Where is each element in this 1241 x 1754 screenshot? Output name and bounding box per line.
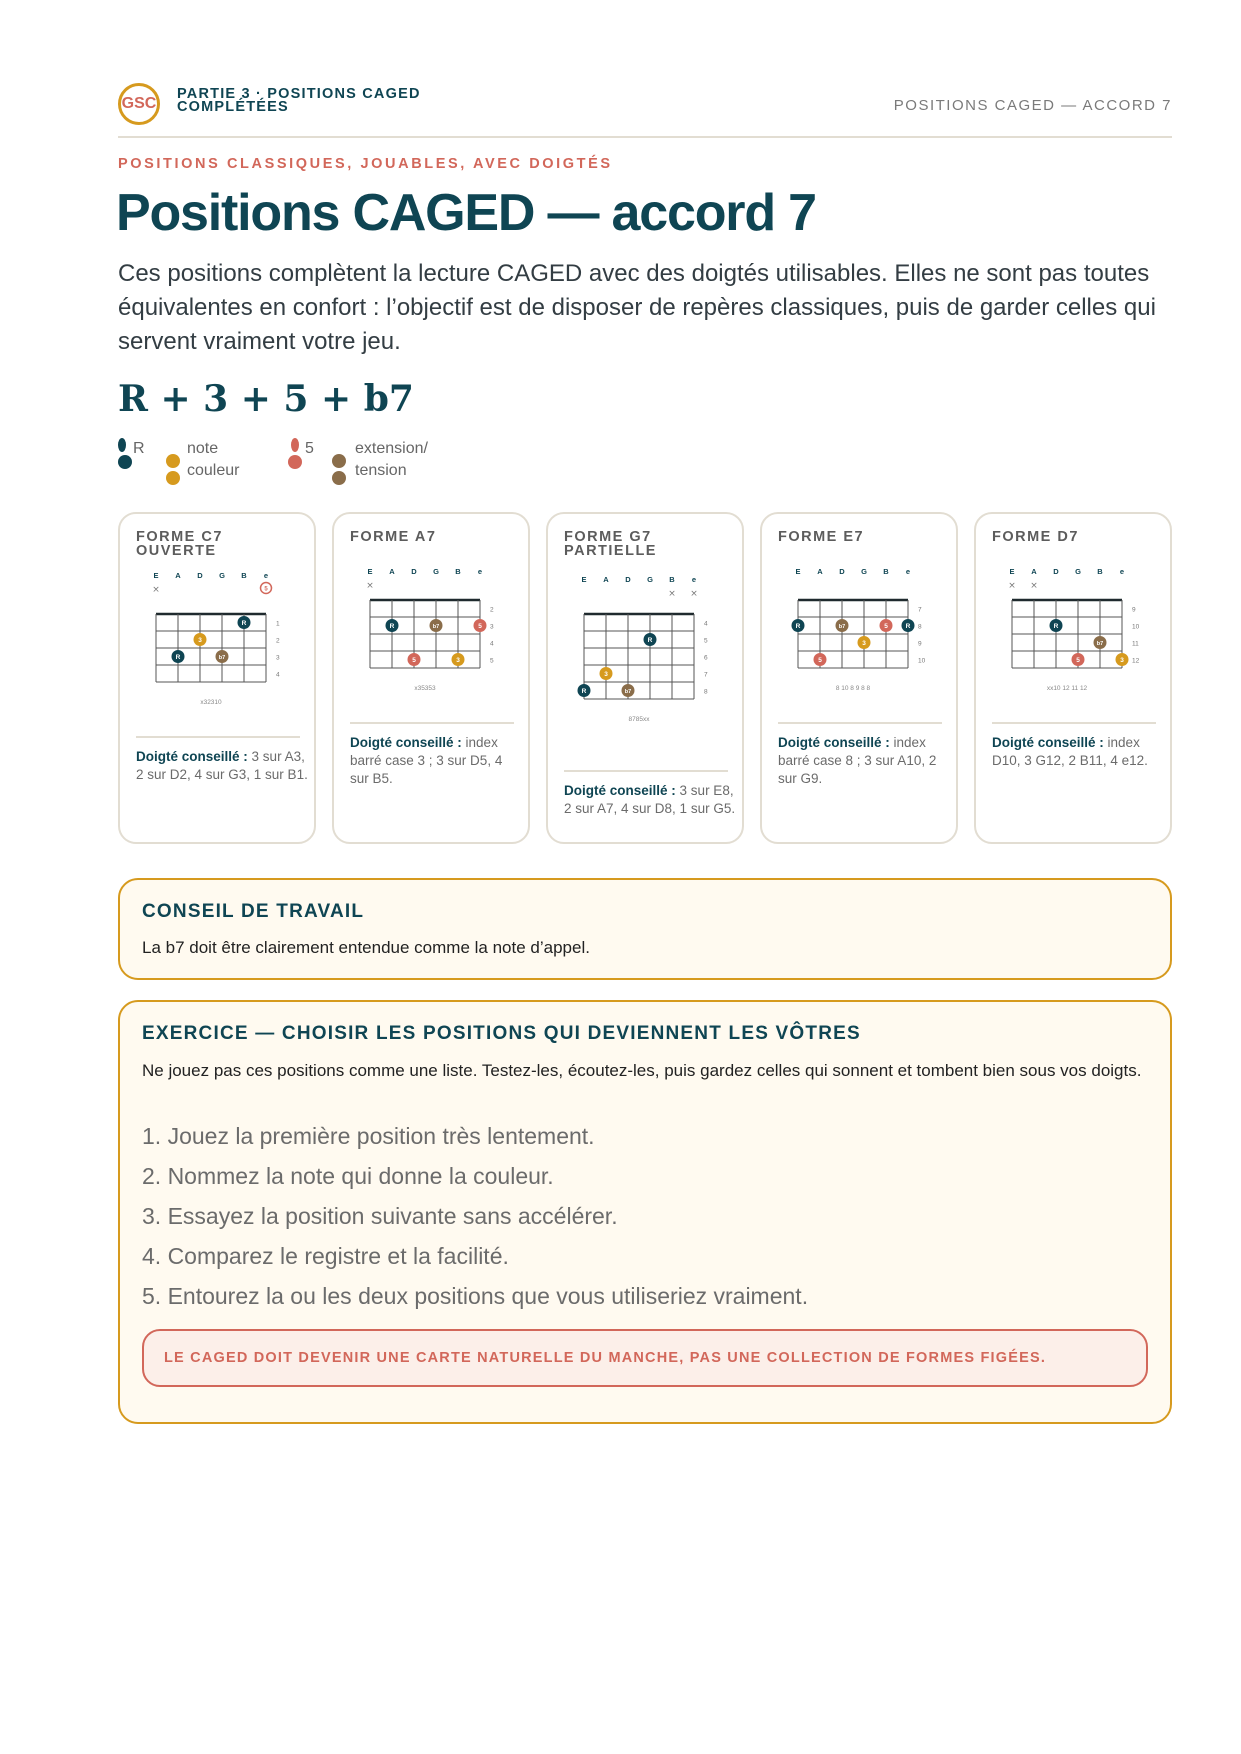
extension-swatch	[332, 454, 346, 468]
advice-text: index barré case 8 ; 3 sur A10, 2 sur G9.	[778, 735, 937, 786]
intro-paragraph: Ces positions complètent la lecture CAGED avec des doigtés utilisables. Elles ne sont pas toutes équivalentes en confort : l’objectif est de disposer de repères classiques, puis de garder celles qui servent vraiment votre jeu.	[118, 260, 1156, 355]
finger-dot-label: 5	[818, 656, 822, 664]
finger-dot-label: 5	[478, 622, 482, 630]
fret-number-label: 7	[918, 606, 922, 614]
page-title: Positions CAGED — accord 7	[116, 184, 816, 242]
card-title: FORME D7	[992, 529, 1079, 545]
chord-code-label: 8 10 8 9 8 8	[835, 685, 871, 692]
muted-string-icon: ×	[1030, 581, 1038, 591]
legend-extension-label: extension/ tension	[355, 440, 428, 479]
muted-string-icon: ×	[366, 581, 374, 591]
finger-dot-label: R	[795, 622, 801, 630]
string-name-label: e	[905, 567, 911, 576]
string-name-label: e	[1119, 567, 1125, 576]
fret-number-label: 2	[490, 606, 494, 614]
fret-number-label: 4	[490, 640, 494, 648]
fret-number-label: 6	[704, 654, 708, 662]
finger-dot-label: b7	[432, 623, 440, 630]
fret-number-label: 3	[490, 623, 494, 631]
string-name-label: E	[367, 567, 373, 576]
finger-dot-label: b7	[838, 623, 846, 630]
fret-number-label: 9	[918, 640, 922, 648]
chord-formula: R + 3 + 5 + b7	[118, 378, 414, 420]
card-a7	[332, 512, 530, 844]
card-advice	[136, 748, 308, 784]
muted-string-icon: ×	[668, 589, 676, 599]
third-swatch	[166, 454, 180, 468]
chord-code-label: 8785xx	[628, 716, 650, 723]
string-name-label: G	[433, 567, 439, 576]
advice-text: index barré case 3 ; 3 sur D5, 4 sur B5.	[350, 735, 503, 786]
card-title: FORME E7	[778, 529, 865, 545]
card-g7	[546, 512, 744, 844]
finger-dot-label: 5	[1076, 656, 1080, 664]
string-name-label: E	[581, 575, 587, 584]
muted-string-icon: ×	[1008, 581, 1016, 591]
finger-dot-label: R	[389, 622, 395, 630]
string-name-label: D	[1053, 567, 1059, 576]
fret-number-label: 10	[1132, 623, 1140, 631]
string-name-label: E	[153, 571, 159, 580]
exercise-step: 1. Jouez la première position très lentement.	[142, 1123, 595, 1149]
finger-dot-label: 3	[198, 636, 202, 644]
card-divider	[350, 722, 514, 724]
exercise-text: Ne jouez pas ces positions comme une liste. Testez-les, écoutez-les, puis gardez celles qui sonnent et tombent bien sous vos doigts.	[142, 1061, 1142, 1080]
chord-code-label: xx10 12 11 12	[1046, 685, 1088, 692]
finger-dot-label: b7	[624, 688, 632, 695]
exercise-box	[118, 1000, 1172, 1424]
card-c7	[118, 512, 316, 844]
finger-dot-label: R	[647, 636, 653, 644]
string-name-label: D	[411, 567, 417, 576]
advice-text: 3 sur A3, 2 sur D2, 4 sur G3, 1 sur B1.	[136, 749, 308, 782]
chord-code-label: x35353	[414, 685, 436, 692]
string-name-label: B	[455, 567, 461, 576]
string-name-label: B	[1097, 567, 1103, 576]
legend-fifth-label: 5	[305, 440, 314, 457]
chord-diagram-a7	[334, 514, 532, 724]
fret-number-label: 3	[276, 654, 280, 662]
third-swatch	[166, 471, 180, 485]
finger-dot-label: R	[175, 653, 181, 661]
fret-number-label: 9	[1132, 606, 1136, 614]
advice-label: Doigté conseillé :	[778, 735, 890, 750]
string-name-label: B	[883, 567, 889, 576]
card-title: FORME C7 OUVERTE	[136, 529, 223, 559]
chord-shape-cards	[118, 512, 1172, 846]
extension-swatch	[332, 471, 346, 485]
open-string-label: 5	[264, 586, 268, 593]
exercise-step: 4. Comparez le registre et la facilité.	[142, 1243, 509, 1269]
fret-number-label: 4	[704, 620, 708, 628]
finger-dot-label: 3	[1120, 656, 1124, 664]
string-name-label: G	[647, 575, 653, 584]
string-name-label: G	[861, 567, 867, 576]
chord-diagram-e7	[762, 514, 960, 724]
tip-text: La b7 doit être clairement entendue comme la note d’appel.	[142, 938, 590, 957]
string-name-label: B	[669, 575, 675, 584]
note-legend	[118, 438, 538, 488]
exercise-step: 5. Entourez la ou les deux positions que vous utiliseriez vraiment.	[142, 1283, 809, 1309]
advice-label: Doigté conseillé :	[992, 735, 1104, 750]
string-name-label: D	[197, 571, 203, 580]
finger-dot-label: b7	[218, 654, 226, 661]
string-name-label: A	[817, 567, 823, 576]
string-name-label: A	[389, 567, 395, 576]
string-name-label: B	[241, 571, 247, 580]
chord-diagram-c7	[120, 514, 318, 734]
muted-string-icon: ×	[152, 585, 160, 595]
string-name-label: D	[625, 575, 631, 584]
fret-number-label: 4	[276, 671, 280, 679]
string-name-label: A	[603, 575, 609, 584]
card-advice	[778, 734, 950, 788]
finger-dot-label: R	[1053, 622, 1059, 630]
advice-label: Doigté conseillé :	[564, 783, 676, 798]
finger-dot-label: 5	[884, 622, 888, 630]
fret-number-label: 12	[1132, 657, 1140, 665]
running-head: POSITIONS CAGED — ACCORD 7	[893, 97, 1172, 114]
string-name-label: e	[691, 575, 697, 584]
finger-dot-label: b7	[1096, 640, 1104, 647]
finger-dot-label: 3	[456, 656, 460, 664]
string-name-label: G	[219, 571, 225, 580]
string-name-label: D	[839, 567, 845, 576]
card-advice	[564, 782, 736, 818]
chord-diagram-g7	[548, 514, 746, 764]
logo: GSC	[118, 83, 160, 125]
fret-number-label: 5	[490, 657, 494, 665]
exercise-steps	[142, 1119, 808, 1319]
card-divider	[136, 736, 300, 738]
finger-dot-label: 5	[412, 656, 416, 664]
card-divider	[778, 722, 942, 724]
fifth-swatch	[288, 455, 302, 469]
fret-number-label: 8	[918, 623, 922, 631]
fret-number-label: 10	[918, 657, 926, 665]
string-name-label: A	[1031, 567, 1037, 576]
fret-number-label: 8	[704, 688, 708, 696]
exercise-step: 3. Essayez la position suivante sans accélérer.	[142, 1203, 618, 1229]
part-title: PARTIE 3 · POSITIONS CAGED COMPLÉTÉES	[177, 86, 421, 115]
legend-color-label: note couleur	[187, 440, 240, 479]
card-d7	[974, 512, 1172, 844]
string-name-label: e	[477, 567, 483, 576]
card-divider	[564, 770, 728, 772]
string-name-label: E	[1009, 567, 1015, 576]
card-advice	[350, 734, 522, 788]
advice-label: Doigté conseillé :	[350, 735, 462, 750]
finger-dot-label: R	[581, 687, 587, 695]
exercise-callout: LE CAGED DOIT DEVENIR UNE CARTE NATURELLE DU MANCHE, PAS UNE COLLECTION DE FORMES FIGÉES.	[142, 1329, 1148, 1387]
muted-string-icon: ×	[690, 589, 698, 599]
string-name-label: A	[175, 571, 181, 580]
tip-box	[118, 878, 1172, 980]
advice-text: index D10, 3 G12, 2 B11, 4 e12.	[992, 735, 1148, 768]
fifth-swatch	[291, 438, 299, 452]
string-name-label: e	[263, 571, 269, 580]
exercise-title: EXERCICE — CHOISIR LES POSITIONS QUI DEVIENNENT LES VÔTRES	[142, 1023, 861, 1044]
finger-dot-label: 3	[604, 670, 608, 678]
fret-number-label: 7	[704, 671, 708, 679]
finger-dot-label: 3	[862, 639, 866, 647]
exercise-step: 2. Nommez la note qui donne la couleur.	[142, 1163, 554, 1189]
root-swatch	[118, 455, 132, 469]
advice-label: Doigté conseillé :	[136, 749, 248, 764]
tip-title: CONSEIL DE TRAVAIL	[142, 901, 365, 922]
fret-number-label: 5	[704, 637, 708, 645]
fret-number-label: 1	[276, 620, 280, 628]
advice-text: 3 sur E8, 2 sur A7, 4 sur D8, 1 sur G5.	[564, 783, 736, 816]
page-header	[118, 80, 1172, 138]
legend-root-label: R	[133, 440, 145, 457]
card-title: FORME G7 PARTIELLE	[564, 529, 657, 559]
card-divider	[992, 722, 1156, 724]
card-e7	[760, 512, 958, 844]
finger-dot-label: R	[241, 619, 247, 627]
finger-dot-label: R	[905, 622, 911, 630]
fret-number-label: 11	[1132, 640, 1139, 648]
root-swatch	[118, 438, 126, 452]
chord-code-label: x32310	[200, 699, 222, 706]
string-name-label: E	[795, 567, 801, 576]
kicker: POSITIONS CLASSIQUES, JOUABLES, AVEC DOIGTÉS	[118, 156, 613, 172]
card-title: FORME A7	[350, 529, 437, 545]
card-advice	[992, 734, 1164, 770]
chord-diagram-d7	[976, 514, 1174, 724]
fret-number-label: 2	[276, 637, 280, 645]
string-name-label: G	[1075, 567, 1081, 576]
